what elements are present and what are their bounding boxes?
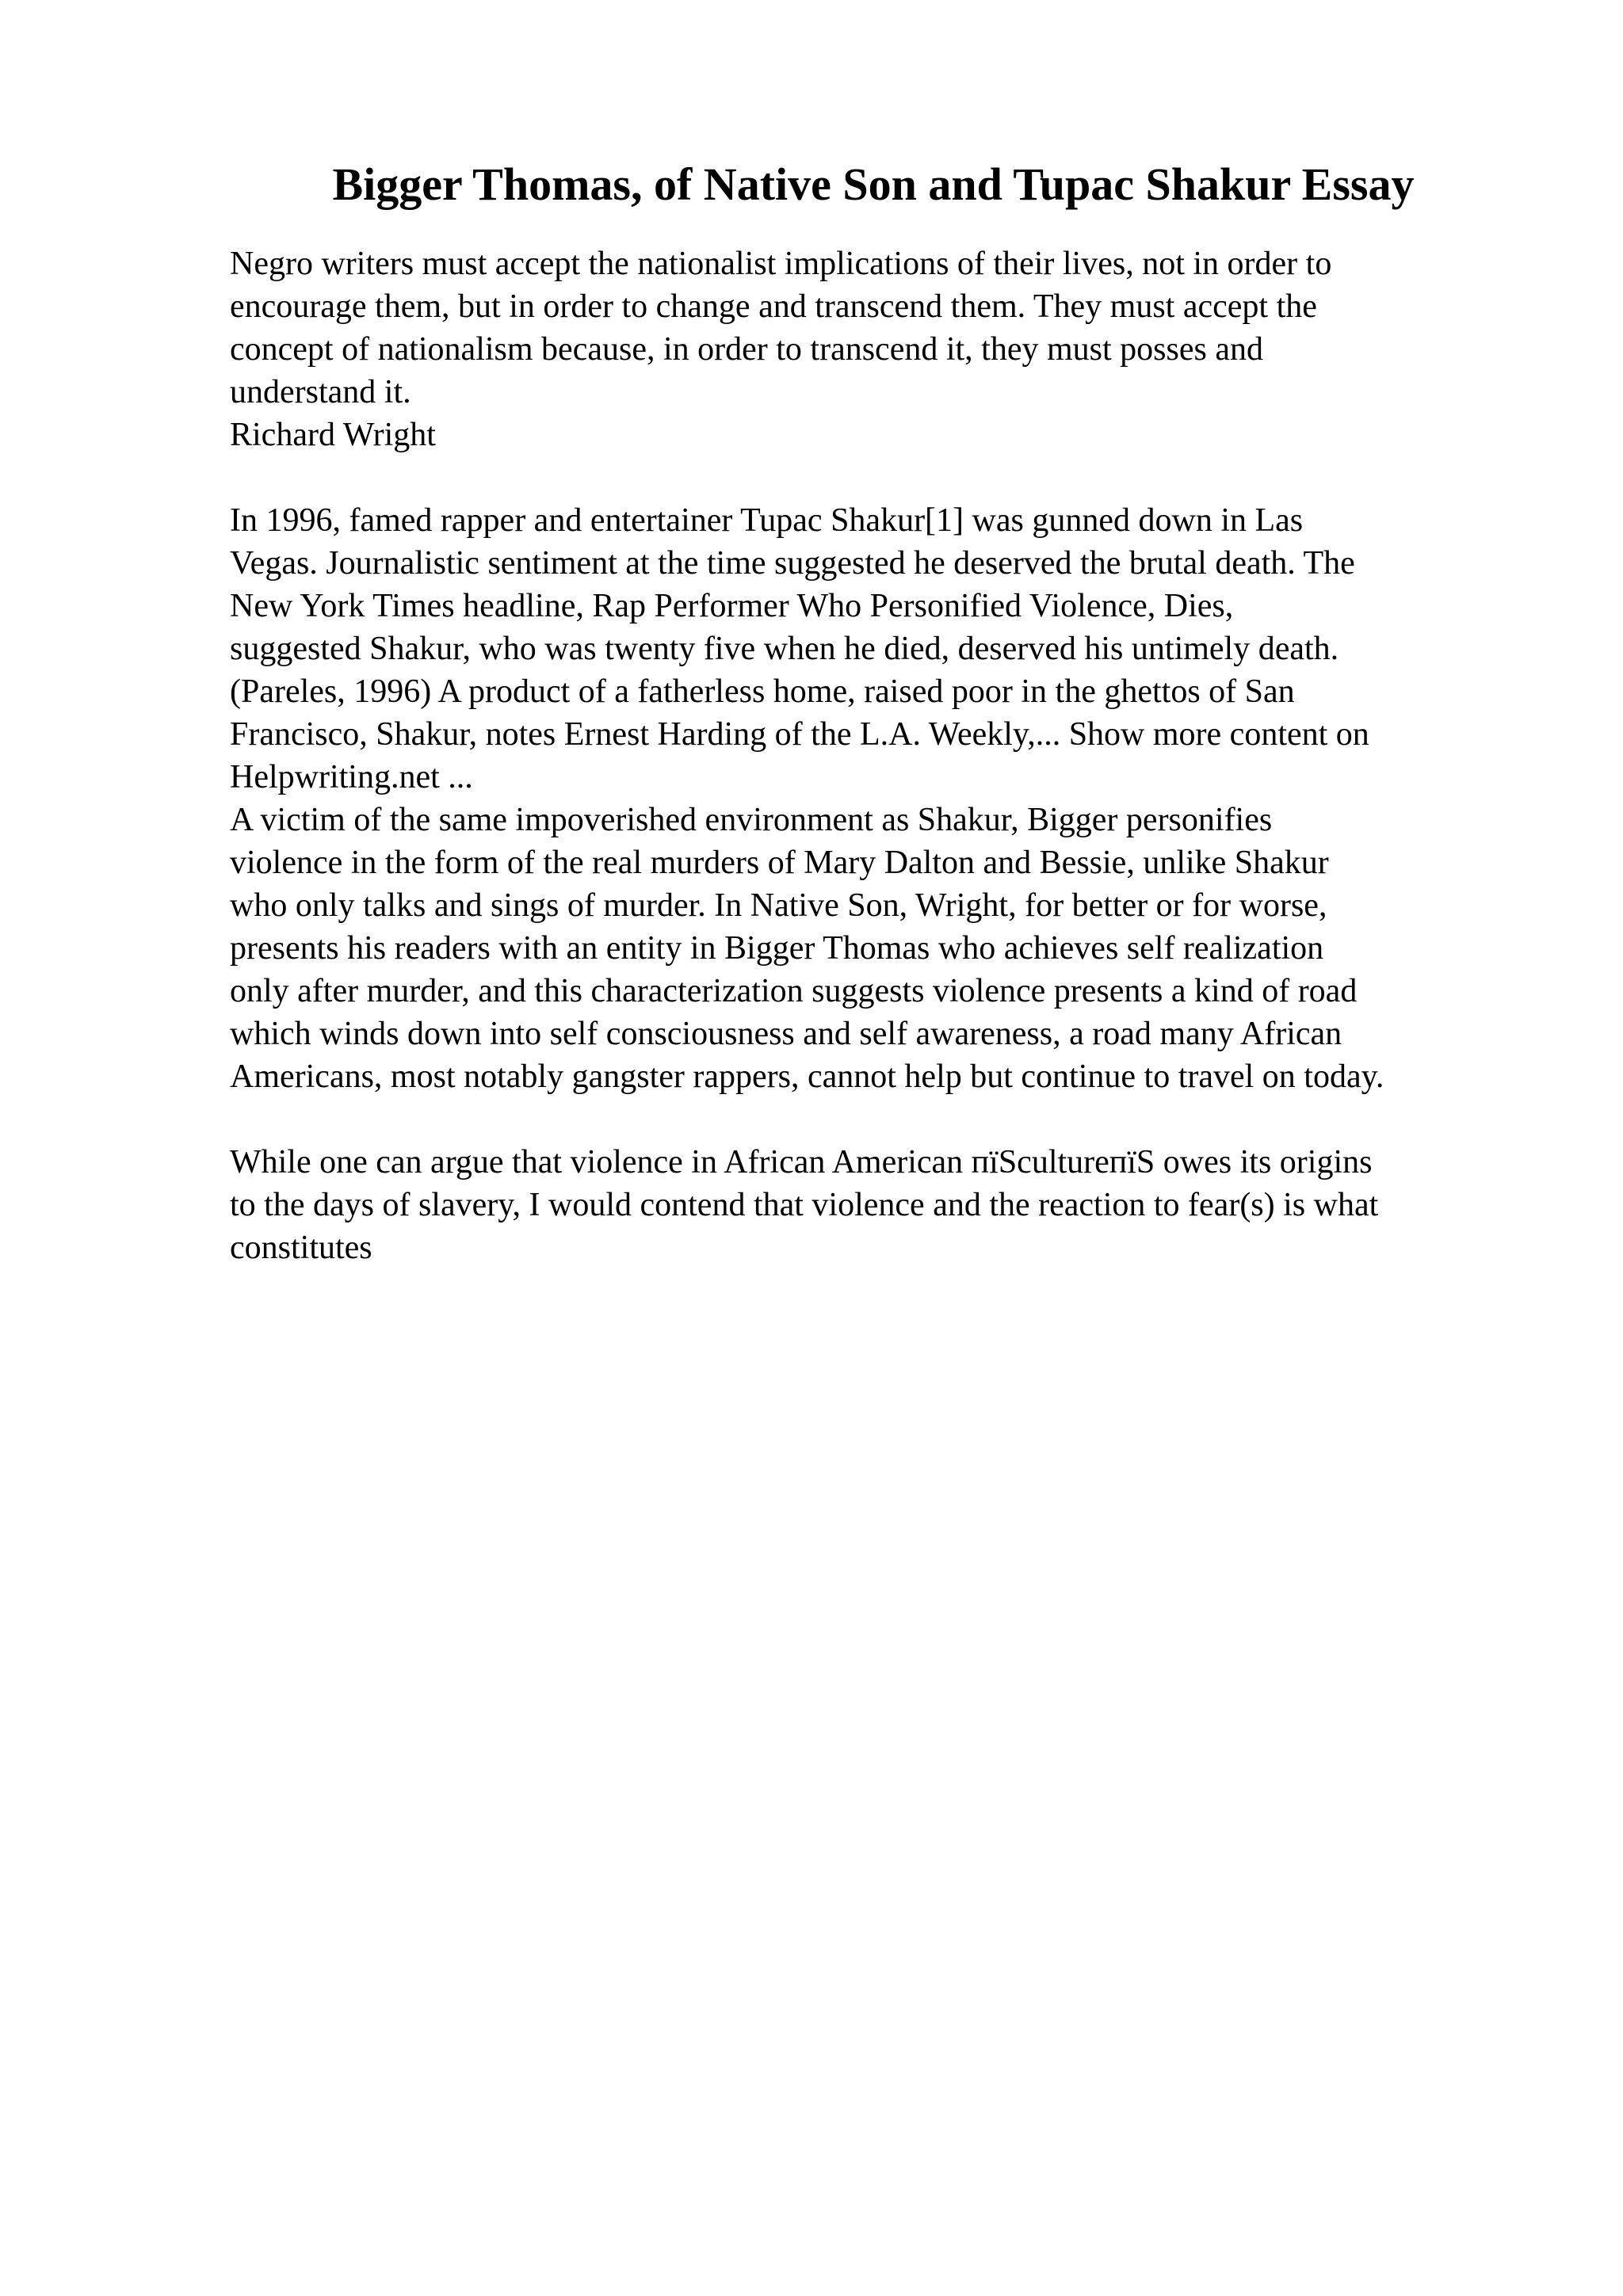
- text-line: (Pareles, 1996) A product of a fatherless home, raised poor in the ghettos of San: [230, 673, 1295, 710]
- text-line: which winds down into self consciousness and self awareness, a road many African: [230, 1016, 1342, 1052]
- text-line: Negro writers must accept the nationalist implications of their lives, not in order to: [230, 246, 1332, 282]
- text-line: only after murder, and this characterization suggests violence presents a kind of road: [230, 973, 1358, 1009]
- paragraph-gap: [230, 1098, 1517, 1141]
- author-line: Richard Wright: [230, 417, 436, 453]
- text-line: presents his readers with an entity in Bigger Thomas who achieves self realization: [230, 930, 1324, 967]
- document-body: [230, 242, 1517, 1269]
- text-line: While one can argue that violence in African American пїЅcultureпїЅ owes its origins: [230, 1144, 1373, 1180]
- text-line: Francisco, Shakur, notes Ernest Harding of the L.A. Weekly,... Show more content on: [230, 716, 1369, 753]
- text-line: who only talks and sings of murder. In Native Son, Wright, for better or for worse,: [230, 887, 1327, 924]
- text-line: Helpwriting.net ...: [230, 759, 473, 795]
- text-line: to the days of slavery, I would contend that violence and the reaction to fear(s) is what: [230, 1187, 1379, 1223]
- text-line: violence in the form of the real murders of Mary Dalton and Bessie, unlike Shakur: [230, 845, 1329, 881]
- text-line: In 1996, famed rapper and entertainer Tupac Shakur[1] was gunned down in Las: [230, 502, 1304, 539]
- text-line: Americans, most notably gangster rappers, cannot help but continue to travel on today.: [230, 1058, 1384, 1095]
- text-line: encourage them, but in order to change and transcend them. They must accept the: [230, 288, 1317, 325]
- text-line: A victim of the same impoverished environment as Shakur, Bigger personifies: [230, 802, 1273, 838]
- text-line: Vegas. Journalistic sentiment at the time suggested he deserved the brutal death. The: [230, 545, 1355, 582]
- text-line: concept of nationalism because, in order to transcend it, they must posses and: [230, 331, 1263, 368]
- document-title: Bigger Thomas, of Native Son and Tupac Shakur Essay: [332, 158, 1415, 210]
- text-line: suggested Shakur, who was twenty five when he died, deserved his untimely death.: [230, 631, 1339, 667]
- text-line: New York Times headline, Rap Performer Who Personified Violence, Dies,: [230, 588, 1234, 624]
- text-line: constitutes: [230, 1230, 372, 1266]
- text-line: understand it.: [230, 374, 411, 410]
- paragraph-gap: [230, 456, 1517, 499]
